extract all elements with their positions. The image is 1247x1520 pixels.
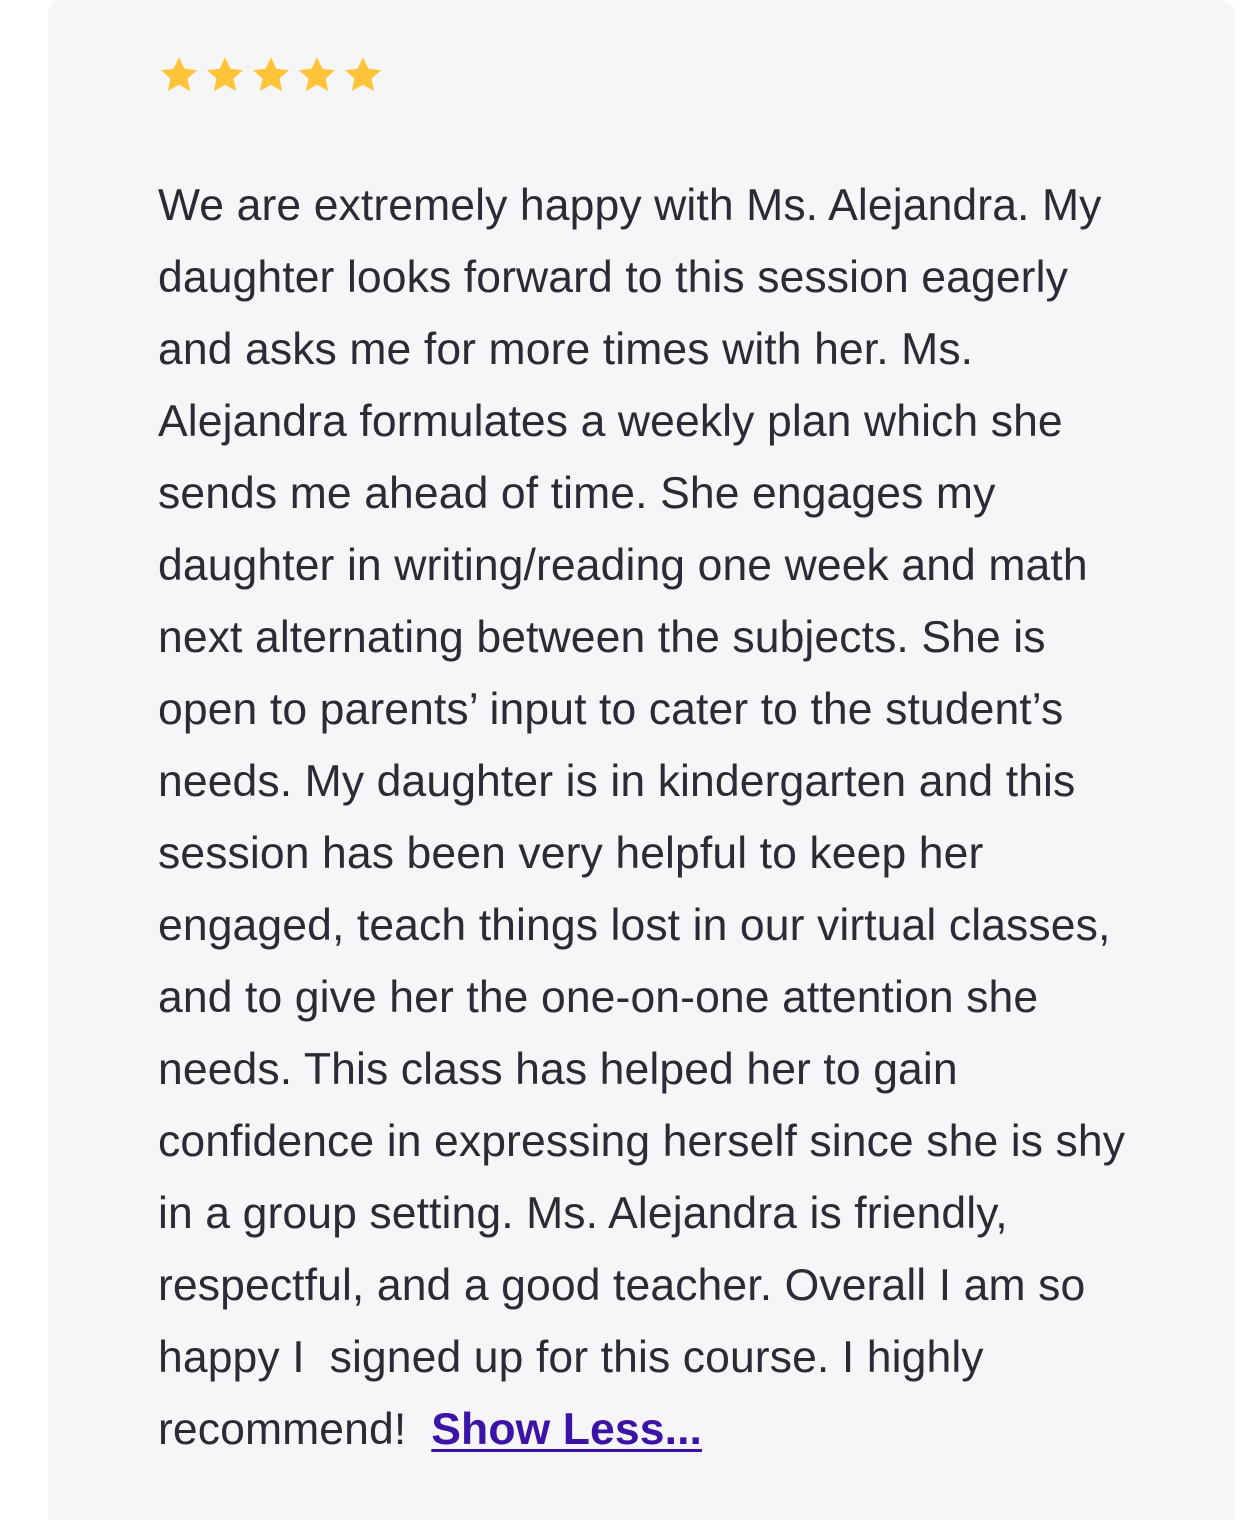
review-text <box>158 170 1223 1466</box>
star-icon <box>158 54 200 96</box>
star-icon <box>204 54 246 96</box>
review-line: sends me ahead of time. She engages my <box>158 469 996 518</box>
star-icon <box>342 54 384 96</box>
review-line: next alternating between the subjects. She is <box>158 613 1046 662</box>
review-line: session has been very helpful to keep her <box>158 829 984 878</box>
review-last-line <box>158 1394 1223 1466</box>
review-line: needs. My daughter is in kindergarten and this <box>158 757 1076 806</box>
star-icon <box>250 54 292 96</box>
review-line-text: recommend! <box>158 1405 432 1454</box>
review-line: happy I signed up for this course. I highly <box>158 1333 984 1382</box>
review-card <box>48 0 1235 1520</box>
review-line: daughter looks forward to this session eagerly <box>158 253 1068 302</box>
review-line: respectful, and a good teacher. Overall I am so <box>158 1261 1086 1310</box>
review-line: engaged, teach things lost in our virtual classes, <box>158 901 1111 950</box>
review-line: confidence in expressing herself since she is shy <box>158 1117 1126 1166</box>
show-less-link[interactable]: Show Less... <box>431 1405 702 1454</box>
review-line: in a group setting. Ms. Alejandra is friendly, <box>158 1189 1008 1238</box>
review-line: We are extremely happy with Ms. Alejandra. My <box>158 181 1102 230</box>
review-line: and to give her the one-on-one attention she <box>158 973 1039 1022</box>
review-line: open to parents’ input to cater to the student’s <box>158 685 1064 734</box>
review-line: Alejandra formulates a weekly plan which she <box>158 397 1063 446</box>
star-icon <box>296 54 338 96</box>
review-line: daughter in writing/reading one week and math <box>158 541 1088 590</box>
star-rating <box>158 54 384 96</box>
review-line: needs. This class has helped her to gain <box>158 1045 958 1094</box>
review-line: and asks me for more times with her. Ms. <box>158 325 974 374</box>
